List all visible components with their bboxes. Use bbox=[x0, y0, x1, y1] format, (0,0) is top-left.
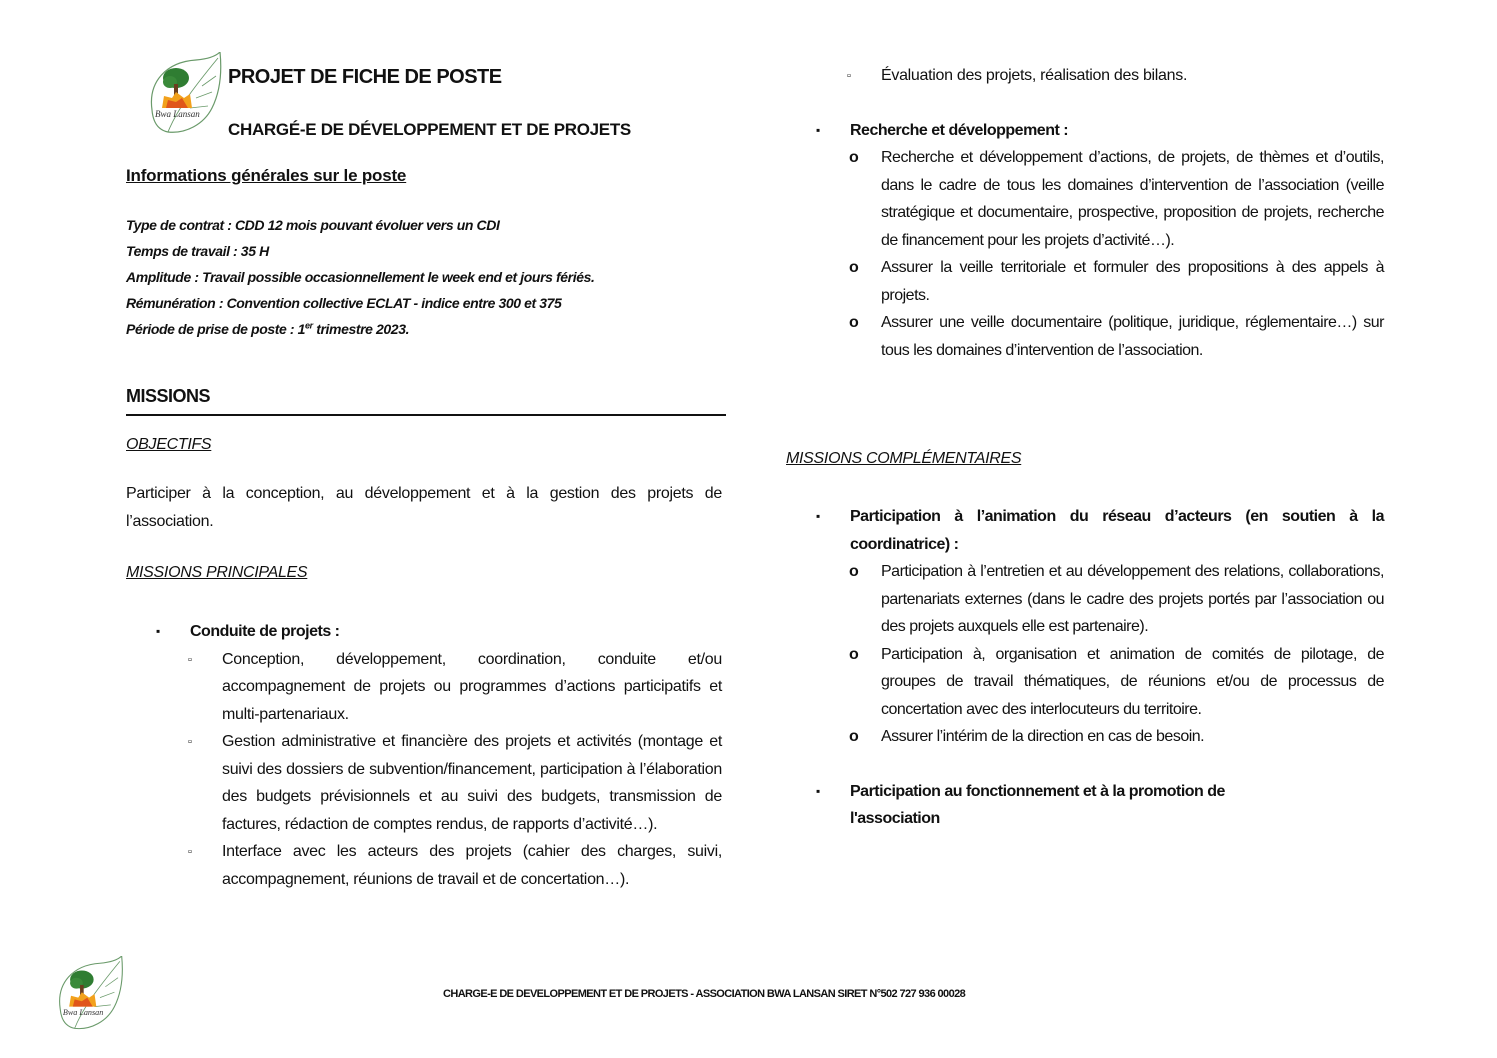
info-line-remuneration: Rémunération : Convention collective ECLAT - indice entre 300 et 375 bbox=[126, 295, 562, 311]
square-bullet-icon: ▪ bbox=[816, 509, 821, 523]
list-item-fonctionnement: ▪ Participation au fonctionnement et à la promotion de l'association bbox=[850, 778, 1290, 833]
hollow-square-bullet-icon: ▫ bbox=[188, 846, 192, 858]
circle-bullet-icon: o bbox=[849, 728, 859, 745]
svg-text:Bwa Lansan: Bwa Lansan bbox=[155, 109, 200, 119]
list-item-recherche: ▪ Recherche et développement : bbox=[850, 117, 1384, 145]
circle-bullet-icon: o bbox=[849, 563, 859, 580]
list-item: o Assurer la veille territoriale et formuler des propositions à des appels à projets. bbox=[881, 254, 1384, 309]
hollow-square-bullet-icon: ▫ bbox=[188, 736, 192, 748]
info-heading: Informations générales sur le poste bbox=[126, 166, 407, 185]
objectifs-heading: OBJECTIFS bbox=[126, 436, 212, 453]
list-item-conduite: ▪ Conduite de projets : bbox=[190, 618, 722, 646]
circle-bullet-icon: o bbox=[849, 314, 859, 331]
missions-divider bbox=[126, 414, 726, 416]
svg-text:Bwa Lansan: Bwa Lansan bbox=[62, 1007, 104, 1017]
hollow-square-bullet-icon: ▫ bbox=[847, 70, 851, 82]
conduite-list bbox=[156, 618, 722, 893]
list-item: o Assurer l’intérim de la direction en cas de besoin. bbox=[881, 723, 1384, 751]
missions-complementaires-heading: MISSIONS COMPLÉMENTAIRES bbox=[786, 450, 1022, 467]
list-item: ▫ Interface avec les acteurs des projets (cahier des charges, suivi, accompagnement, réunions de travail et de concertation…). bbox=[222, 838, 722, 893]
list-item: ▫ Conception, développement, coordination, conduite et/ou accompagnement de projets ou programmes d’actions participatifs et multi-partenariaux. bbox=[222, 646, 722, 729]
footer-logo bbox=[54, 956, 126, 1032]
missions-principales-heading: MISSIONS PRINCIPALES bbox=[126, 564, 308, 581]
info-line-amplitude: Amplitude : Travail possible occasionnellement le week end et jours fériés. bbox=[126, 269, 595, 285]
right-column-list bbox=[816, 62, 1384, 364]
page-footer: CHARGE-E DE DEVELOPPEMENT ET DE PROJETS - ASSOCIATION BWA LANSAN SIRET N°502 727 936 00028 bbox=[443, 988, 966, 1000]
square-bullet-icon: ▪ bbox=[816, 122, 821, 137]
circle-bullet-icon: o bbox=[849, 645, 859, 663]
list-item: o Participation à, organisation et animation de comités de pilotage, de groupes de travail thématiques, de réunions et/ou de processus de concertation avec des interlocuteurs du territoire. bbox=[881, 641, 1384, 724]
list-item: o Assurer une veille documentaire (politique, juridique, réglementaire…) sur tous les domaines d’intervention de l’association. bbox=[881, 309, 1384, 364]
list-item: ▫ Évaluation des projets, réalisation des bilans. bbox=[881, 62, 1384, 90]
objectifs-text: Participer à la conception, au développement et à la gestion des projets de l’association. bbox=[126, 485, 722, 530]
square-bullet-icon: ▪ bbox=[816, 783, 821, 798]
complementaires-list bbox=[816, 503, 1384, 833]
list-item: o Recherche et développement d’actions, de projets, de thèmes et d’outils, dans le cadre de tous les domaines d’intervention de l’association (veille stratégique et documentaire, prospective, proposition de projets, recherche de financement pour les projets d’activité…). bbox=[881, 144, 1384, 254]
list-item-animation: ▪ Participation à l’animation du réseau d’acteurs (en soutien à la coordinatrice) : bbox=[850, 503, 1384, 558]
info-line-hours: Temps de travail : 35 H bbox=[126, 243, 269, 259]
hollow-square-bullet-icon: ▫ bbox=[188, 653, 192, 666]
list-item: ▫ Gestion administrative et financière des projets et activités (montage et suivi des dossiers de subvention/financement, participation à l’élaboration des budgets prévisionnels et au suivi des budgets, transmission de factures, rédaction de comptes rendus, de rapports d’activité…). bbox=[222, 728, 722, 838]
circle-bullet-icon: o bbox=[849, 149, 859, 166]
bwa-lansan-logo bbox=[146, 52, 224, 136]
info-line-contract: Type de contrat : CDD 12 mois pouvant évoluer vers un CDI bbox=[126, 217, 500, 233]
leaf-logo-icon bbox=[146, 52, 224, 136]
circle-bullet-icon: o bbox=[849, 259, 859, 276]
missions-heading: MISSIONS bbox=[126, 386, 211, 406]
document-title: PROJET DE FICHE DE POSTE bbox=[228, 66, 502, 88]
info-line-period: Période de prise de poste : 1er trimestre 2023. bbox=[126, 320, 410, 337]
list-item: o Participation à l’entretien et au développement des relations, collaborations, partenariats externes (dans le cadre des projets portés par l’association ou des projets auxquels elle est partenaire). bbox=[881, 558, 1384, 641]
document-subtitle: CHARGÉ-E DE DÉVELOPPEMENT ET DE PROJETS bbox=[228, 120, 631, 139]
info-lines bbox=[126, 212, 594, 342]
leaf-logo-icon bbox=[54, 956, 126, 1032]
square-bullet-icon: ▪ bbox=[156, 624, 161, 638]
